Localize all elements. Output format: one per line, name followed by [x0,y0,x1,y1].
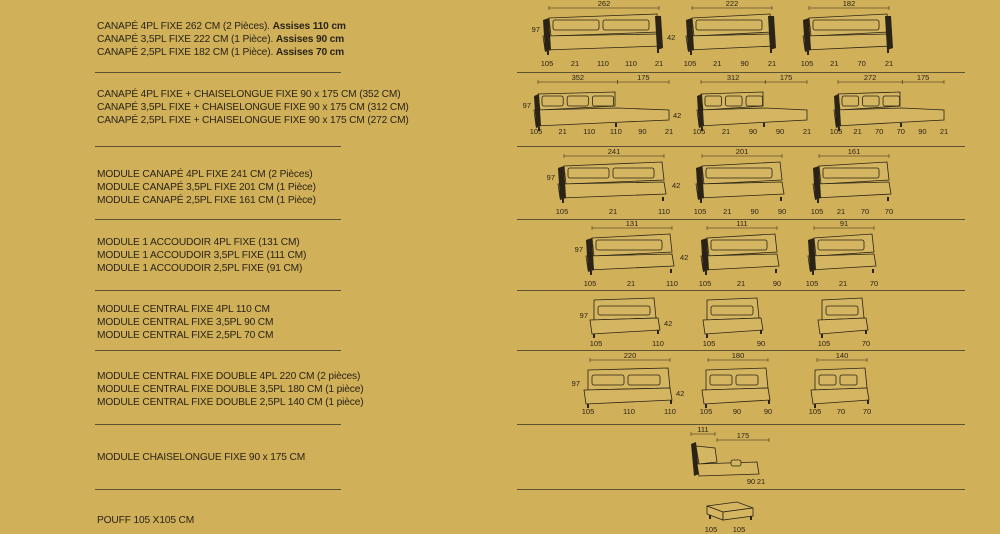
height-label: 97 [531,25,540,34]
sofa-seat [818,318,868,334]
width-label: 312 [726,73,740,82]
module-accoudoir-drawing-111 [693,220,783,290]
back-cushion [696,20,762,30]
back-cushion [568,168,609,178]
module-accoudoir-drawing-131 [574,219,689,290]
module-central-double-drawing-180 [688,352,778,424]
sofa-leg [887,197,889,201]
section-text-chaiselongue [97,451,341,464]
seat-height-label: 42 [676,389,685,398]
module-central-drawing-70 [808,292,878,350]
depth-label: 90 [732,407,742,416]
sofa-seat [697,108,807,126]
depth-label: 110 [625,59,637,68]
depth-label: 70 [896,127,905,136]
depth-label: 21 [626,279,636,288]
depth-label: 21 [767,59,777,68]
text-line: MODULE CENTRAL FIXE 3,5PL 90 CM [97,317,274,329]
divider [95,350,341,351]
depth-label: 110 [664,407,676,416]
text-line: CANAPÉ 4PL FIXE + CHAISELONGUE FIXE 90 x 175 CM (352 CM) [97,89,401,100]
width-label: 91 [839,219,849,228]
sofa-leg [657,330,659,334]
back-cushion [823,168,879,178]
sofa-seat [813,182,891,198]
depth-label: 105 [589,339,603,348]
section-text-module-canape [97,168,341,208]
depth-label: 70 [862,407,872,416]
sofa-leg [768,400,770,404]
back-cushion [842,96,859,106]
divider [517,489,965,490]
chaise-seat [697,462,759,476]
seat-height-label: 42 [680,253,689,262]
depth-label: 21 [836,207,846,216]
back-cushion [840,375,857,385]
back-cushion [553,20,599,30]
back-cushion [613,168,654,178]
depth-label: 90 [740,59,749,68]
divider [95,146,341,147]
sofa-seat [586,254,674,270]
sofa-seat [703,318,763,334]
depth-label: 21 [939,127,949,136]
depth-label: 90 [756,339,766,348]
back-cushion [819,375,836,385]
depth-label: 21 [838,279,848,288]
divider [95,290,341,291]
divider [95,219,341,220]
depth-label: 105 [692,127,706,136]
module-central-double-drawing-140 [797,352,877,424]
seat-height-label: 42 [673,111,682,120]
depth-label: 70 [861,339,871,348]
sofa-leg [670,269,672,273]
sofa-leg [705,271,707,275]
back-cushion [818,240,864,250]
text-line: MODULE CANAPÉ 3,5PL FIXE 201 CM (1 Pièce) [97,182,316,194]
depth-label: 105 [732,525,746,534]
back-cushion [813,20,879,30]
depth-label: 110 [658,207,670,216]
height-label: 97 [522,101,531,110]
width-label: 262 [597,0,611,8]
pouf-drawing [693,492,763,534]
depth-label: 105 [698,279,712,288]
section-text-sofa-fixed [97,20,346,60]
sofa-leg [867,400,869,404]
sofa-drawing-182 [795,0,895,70]
width-label: 131 [625,219,639,228]
sofa-drawing-222 [678,0,778,70]
sofa-leg [865,330,867,334]
chaiselongue-drawing [685,426,775,488]
depth-label: 21 [802,127,812,136]
height-label: 97 [546,173,555,182]
divider [517,424,965,425]
text-line: CANAPÉ 4PL FIXE 262 CM (2 Pièces). Assises 110 cm [97,21,346,32]
depth-label: 21 [558,127,567,136]
text-line: MODULE CENTRAL FIXE DOUBLE 4PL 220 CM (2 pièces) [97,371,361,382]
chaise-sofa-drawing-352 [520,74,685,146]
depth-label: 21 [853,127,862,136]
depth-label: 105 [583,279,597,288]
depth-label: 90 [763,407,773,416]
depth-label: 21 [654,59,664,68]
depth-label: 70 [836,407,846,416]
depth-label: 21 [884,59,894,68]
sofa-leg [817,199,819,203]
seat-height-label: 42 [672,181,681,190]
back-cushion [705,96,722,106]
width-label: 220 [623,351,637,360]
width-label: 161 [847,147,861,156]
width-label: 175 [637,73,650,82]
sofa-leg [807,51,809,55]
text-line: MODULE CANAPÉ 2,5PL FIXE 161 CM (1 Pièce) [97,195,316,207]
sofa-seat [696,182,784,198]
back-cushion [710,375,732,385]
depth-label: 70 [869,279,879,288]
divider [95,424,341,425]
chaise-sofa-drawing-272 [820,74,960,146]
depth-label: 21 [723,207,732,216]
divider [95,489,341,490]
sofa-leg [590,271,592,275]
sofa-leg [763,123,765,127]
sofa-seat [686,34,774,50]
sofa-seat [590,318,660,334]
width-label: 111 [697,425,709,434]
back-cushion [592,375,624,385]
depth-label: 105 [683,59,697,68]
depth-label: 110 [666,279,678,288]
depth-label: 21 [736,279,746,288]
width-label: 352 [571,73,585,82]
width-label: 175 [779,73,793,82]
depth-label: 90 [918,127,927,136]
text-line: CANAPÉ 3,5PL FIXE + CHAISELONGUE FIXE 90 x 175 CM (312 CM) [97,102,409,114]
depth-label: 105 [693,207,707,216]
back-cushion [711,306,753,315]
sofa-leg [775,269,777,273]
depth-label: 70 [860,207,870,216]
sofa-leg [770,49,772,53]
sofa-leg [690,51,692,55]
depth-label: 90 [750,207,759,216]
divider [517,290,965,291]
depth-label: 105 [704,525,718,534]
back-cushion [567,96,588,106]
section-text-module-central [97,303,341,343]
back-cushion [628,375,660,385]
text-line: CANAPÉ 2,5PL FIXE 182 CM (1 Pièce). Assises 70 cm [97,47,345,59]
width-label: 111 [736,219,748,228]
depth-label: 21 [721,127,731,136]
height-label: 97 [574,245,583,254]
text-line: MODULE CENTRAL FIXE DOUBLE 3,5PL 180 CM (1 pièce) [97,384,364,396]
depth-label: 105 [829,127,843,136]
sofa-leg [780,197,782,201]
depth-label: 90 [748,127,758,136]
depth-label: 110 [623,407,635,416]
sofa-seat [803,34,891,50]
sofa-seat [543,34,661,50]
section-text-module-accoudoir [97,236,341,276]
depth-label: 90 [775,127,785,136]
back-cushion [711,240,767,250]
section-text-sofa-chaiselongue [97,88,409,128]
chaise-back [696,446,717,464]
chaise-pillow [731,460,741,466]
depth-label: 105 [699,407,713,416]
sofa-leg [657,49,659,53]
sofa-seat [558,182,666,198]
sofa-leg [700,199,702,203]
height-label: 97 [571,379,580,388]
depth-label: 105 [810,207,824,216]
sofa-leg [670,400,672,404]
width-label: 175 [736,431,750,440]
height-label: 97 [579,311,588,320]
chaise-sofa-drawing-312 [683,74,823,146]
back-cushion [592,96,613,106]
section-text-pouf [97,514,341,527]
width-label: 140 [835,351,849,360]
sofa-leg [887,49,889,53]
text-line: MODULE CENTRAL FIXE 4PL 110 CM [97,304,270,315]
sofa-seat [808,254,876,270]
sofa-leg [760,330,762,334]
module-canape-drawing-241 [546,147,681,218]
sofa-drawing-262 [531,0,676,70]
width-label: 180 [731,351,745,360]
sofa-seat [584,388,672,404]
back-cushion [603,20,649,30]
text-line: POUFF 105 X105 CM [97,515,195,526]
depth-label: 90 [777,207,787,216]
section-text-module-central-double [97,370,364,410]
width-label: 175 [916,73,930,82]
divider [517,72,965,73]
module-canape-drawing-161 [805,148,895,218]
text-line: CANAPÉ 3,5PL FIXE 222 CM (1 Pièce). Assises 90 cm [97,34,345,46]
text-line: MODULE CENTRAL FIXE DOUBLE 2,5PL 140 CM (1 pièce) [97,397,364,409]
back-cushion [598,306,650,315]
text-line: CANAPÉ 2,5PL FIXE + CHAISELONGUE FIXE 90 x 175 CM (272 CM) [97,115,409,127]
pouf-leg [750,516,752,520]
depth-label: 21 [756,477,766,486]
back-cushion [596,240,662,250]
module-central-double-drawing-220 [570,351,685,424]
sofa-leg [706,334,708,338]
text-line: MODULE 1 ACCOUDOIR 4PL FIXE (131 CM) [97,237,300,248]
back-cushion [863,96,880,106]
sofa-seat [701,254,779,270]
depth-label: 70 [857,59,866,68]
pouf-leg [709,515,711,519]
back-cushion [726,96,743,106]
seat-height-label: 42 [667,33,676,42]
back-cushion [826,306,858,315]
depth-label: 105 [529,127,543,136]
depth-label: 90 [772,279,782,288]
depth-label: 90 [638,127,647,136]
text-line: MODULE CANAPÉ 4PL FIXE 241 CM (2 Pièces) [97,169,313,180]
depth-label: 110 [609,127,622,136]
module-central-drawing-90 [693,292,773,350]
sofa-leg [562,199,564,203]
depth-label: 105 [805,279,819,288]
depth-label: 21 [608,207,618,216]
depth-label: 105 [540,59,554,68]
width-label: 201 [735,147,749,156]
back-cushion [746,96,763,106]
depth-label: 90 [746,477,756,486]
text-line: MODULE CHAISELONGUE FIXE 90 x 175 CM [97,452,306,463]
back-cushion [706,168,772,178]
depth-label: 70 [875,127,884,136]
sofa-seat [702,388,770,404]
depth-label: 110 [652,339,664,348]
text-line: MODULE CENTRAL FIXE 2,5PL 70 CM [97,330,274,342]
sofa-seat [811,388,869,404]
width-label: 241 [607,147,621,156]
back-cushion [542,96,563,106]
width-label: 272 [863,73,877,82]
depth-label: 105 [702,339,716,348]
depth-label: 105 [800,59,814,68]
module-accoudoir-drawing-91 [800,220,880,290]
depth-label: 110 [583,127,596,136]
depth-label: 21 [664,127,674,136]
sofa-seat [834,108,944,126]
depth-label: 105 [808,407,822,416]
sofa-seat [534,108,669,126]
sofa-leg [872,269,874,273]
width-label: 222 [725,0,739,8]
divider [95,72,341,73]
depth-label: 105 [555,207,569,216]
sofa-leg [547,51,549,55]
depth-label: 105 [817,339,831,348]
depth-label: 21 [570,59,580,68]
depth-label: 70 [884,207,894,216]
back-cushion [736,375,758,385]
sofa-leg [812,271,814,275]
sofa-leg [821,334,823,338]
depth-label: 105 [581,407,595,416]
sofa-leg [593,334,595,338]
width-label: 182 [842,0,856,8]
module-central-drawing-110 [579,292,673,350]
back-cushion [883,96,900,106]
depth-label: 21 [830,59,839,68]
sofa-leg [662,197,664,201]
text-line: MODULE 1 ACCOUDOIR 3,5PL FIXE (111 CM) [97,250,307,262]
depth-label: 21 [713,59,722,68]
text-line: MODULE 1 ACCOUDOIR 2,5PL FIXE (91 CM) [97,263,303,275]
depth-label: 110 [597,59,609,68]
module-canape-drawing-201 [688,148,788,218]
seat-height-label: 42 [664,319,673,328]
